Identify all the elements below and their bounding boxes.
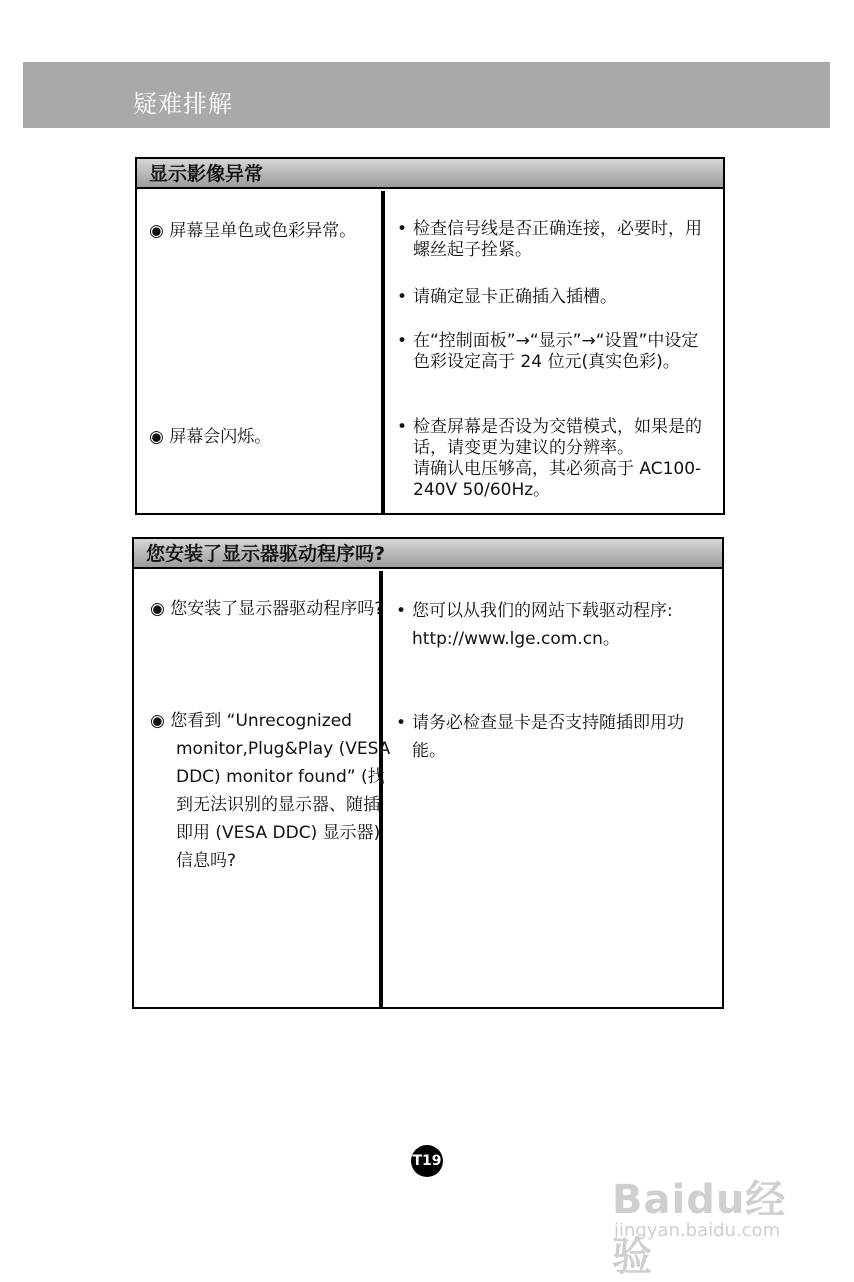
answer-check-cable: • 检查信号线是否正确连接，必要时，用螺丝起子拴紧。 (397, 219, 715, 261)
answer-check-card: • 请确定显卡正确插入插槽。 (397, 287, 715, 308)
column-divider (381, 191, 385, 513)
question-mono-color: ◉ 屏幕呈单色或色彩异常。 (149, 221, 357, 241)
answer-plug-and-play: • 请务必检查显卡是否支持随插即用功能。 (396, 709, 714, 765)
page-title: 疑难排解 (133, 90, 233, 118)
watermark-url: jingyan.baidu.com (614, 1220, 781, 1241)
question-driver: ◉ 您安装了显示器驱动程序吗? (150, 599, 384, 619)
answer-download-driver: • 您可以从我们的网站下载驱动程序: http://www.lge.com.cn。 (396, 597, 714, 653)
answer-color-setting: • 在“控制面板”→“显示”→“设置”中设定色彩设定高于 24 位元(真实色彩)。 (397, 331, 715, 373)
section-title: 显示影像异常 (137, 159, 723, 189)
watermark-logo: Baidu经验 (612, 1177, 787, 1280)
question-flicker: ◉ 屏幕会闪烁。 (149, 427, 272, 447)
section-driver-installed (132, 537, 724, 1009)
page-number-badge: T19 (411, 1145, 443, 1177)
question-unrecognized-monitor: ◉ 您看到 “Unrecognized monitor,Plug&Play (VESA DDC) monitor found” (找到无法识别的显示器、随插即用 (VESA DDC) 显示器) 信息吗? (150, 711, 391, 871)
section-display-abnormal (135, 157, 725, 515)
header-band (23, 62, 830, 128)
baidu-watermark (612, 1150, 812, 1280)
answer-interlace: • 检查屏幕是否设为交错模式，如果是的话，请变更为建议的分辨率。 请确认电压够高，其必须高于 AC100-240V 50/60Hz。 (397, 417, 715, 501)
section-title: 您安装了显示器驱动程序吗? (134, 539, 722, 569)
